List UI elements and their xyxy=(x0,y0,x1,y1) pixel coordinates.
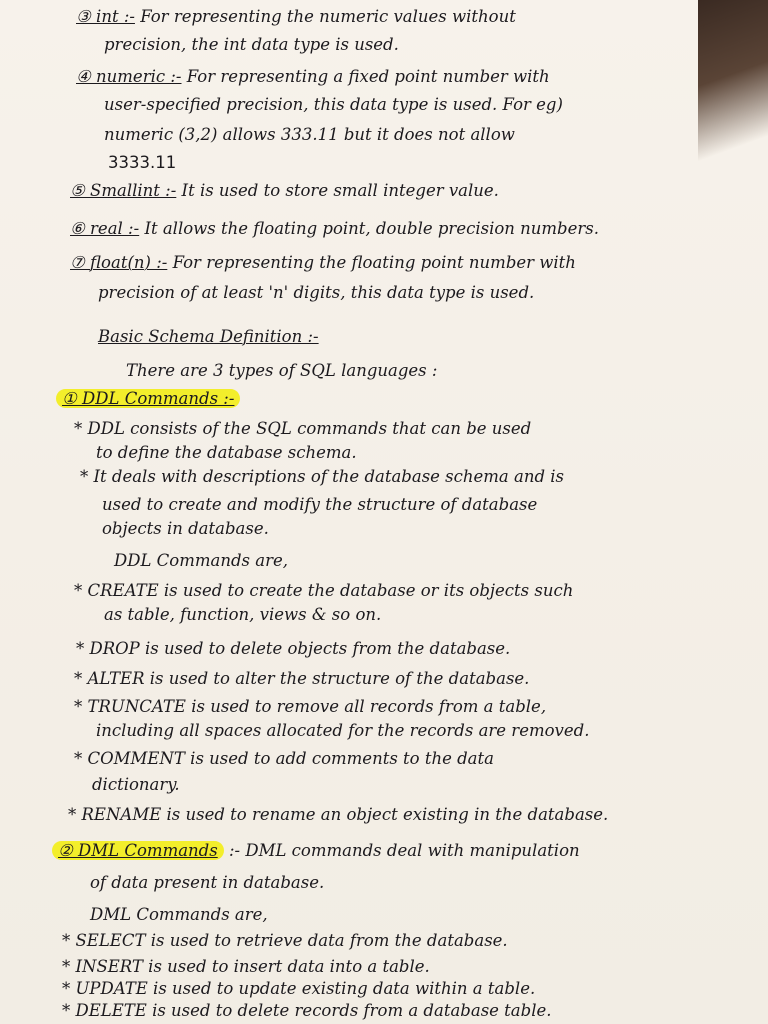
line-text: :- DML commands deal with manipulation xyxy=(228,841,580,860)
line-text: precision of at least 'n' digits, this data type is used. xyxy=(98,283,535,302)
line-text: * INSERT is used to insert data into a table. xyxy=(62,957,430,976)
note-line xyxy=(62,1000,552,1022)
line-text: * CREATE is used to create the database or its objects such xyxy=(74,581,574,600)
note-line xyxy=(74,580,573,602)
line-text: DML Commands are, xyxy=(90,905,268,924)
note-line xyxy=(90,904,268,926)
term-numeric: ④ numeric :- xyxy=(76,67,182,86)
line-text: * RENAME is used to rename an object existing in the database. xyxy=(68,805,609,824)
note-line xyxy=(80,466,564,488)
term-float: ⑦ float(n) :- xyxy=(70,253,168,272)
highlighted-heading: ① DDL Commands :- xyxy=(56,389,240,408)
term-int: ③ int :- xyxy=(76,7,135,26)
line-text: * DELETE is used to delete records from a database table. xyxy=(62,1001,552,1020)
line-text: * COMMENT is used to add comments to the data xyxy=(74,749,494,768)
line-text: dictionary. xyxy=(92,775,180,794)
section-heading-basic-schema xyxy=(98,326,319,348)
note-line xyxy=(92,774,180,796)
note-line-int xyxy=(76,6,516,28)
term-real: ⑥ real :- xyxy=(70,219,140,238)
line-text: user-specified precision, this data type is used. For eg) xyxy=(104,95,563,114)
note-line xyxy=(104,604,381,626)
note-line xyxy=(74,748,494,770)
note-line xyxy=(62,956,430,978)
line-text: For representing the floating point number with xyxy=(172,253,576,272)
line-text: DDL Commands are, xyxy=(114,551,288,570)
line-text: including all spaces allocated for the records are removed. xyxy=(96,721,590,740)
line-text: * It deals with descriptions of the database schema and is xyxy=(80,467,565,486)
note-line-real xyxy=(70,218,599,240)
line-text: * DDL consists of the SQL commands that can be used xyxy=(74,419,532,438)
note-line xyxy=(104,34,399,56)
note-line-smallint xyxy=(70,180,499,202)
note-line xyxy=(74,668,529,690)
line-text: There are 3 types of SQL languages : xyxy=(126,361,438,380)
line-text: * UPDATE is used to update existing data within a table. xyxy=(62,979,536,998)
note-line xyxy=(74,418,531,440)
term-smallint: ⑤ Smallint :- xyxy=(70,181,177,200)
line-text: objects in database. xyxy=(102,519,269,538)
highlighted-heading: ② DML Commands xyxy=(52,841,224,860)
note-line-numeric xyxy=(76,66,550,88)
line-text: 3333.11 xyxy=(108,153,177,172)
line-text: * ALTER is used to alter the structure of the database. xyxy=(74,669,530,688)
note-line xyxy=(102,518,269,540)
line-text: For representing the numeric values without xyxy=(140,7,516,26)
page-corner-shadow xyxy=(698,0,768,190)
line-text: * DROP is used to delete objects from the database. xyxy=(76,639,511,658)
line-text: * TRUNCATE is used to remove all records from a table, xyxy=(74,697,547,716)
section-heading-dml xyxy=(52,840,580,862)
line-text: * SELECT is used to retrieve data from the database. xyxy=(62,931,508,950)
note-line xyxy=(68,804,608,826)
note-line xyxy=(114,550,288,572)
note-line xyxy=(102,494,537,516)
line-text: as table, function, views & so on. xyxy=(104,605,382,624)
line-text: numeric (3,2) allows 333.11 but it does not allow xyxy=(104,125,515,144)
note-line xyxy=(108,152,176,174)
note-line xyxy=(104,124,515,146)
line-text: precision, the int data type is used. xyxy=(104,35,399,54)
line-text: For representing a fixed point number with xyxy=(186,67,550,86)
note-line xyxy=(104,94,563,116)
note-line-float xyxy=(70,252,576,274)
heading-text: Basic Schema Definition :- xyxy=(98,327,319,346)
note-line xyxy=(62,930,508,952)
note-line xyxy=(62,978,535,1000)
line-text: It allows the floating point, double precision numbers. xyxy=(144,219,599,238)
note-line xyxy=(98,282,534,304)
section-heading-ddl xyxy=(56,388,240,410)
note-line xyxy=(96,442,357,464)
line-text: used to create and modify the structure of database xyxy=(102,495,538,514)
note-line xyxy=(96,720,589,742)
note-line xyxy=(76,638,510,660)
note-line xyxy=(74,696,546,718)
note-line xyxy=(126,360,437,382)
line-text: to define the database schema. xyxy=(96,443,357,462)
note-line xyxy=(90,872,324,894)
line-text: of data present in database. xyxy=(90,873,325,892)
line-text: It is used to store small integer value. xyxy=(181,181,499,200)
